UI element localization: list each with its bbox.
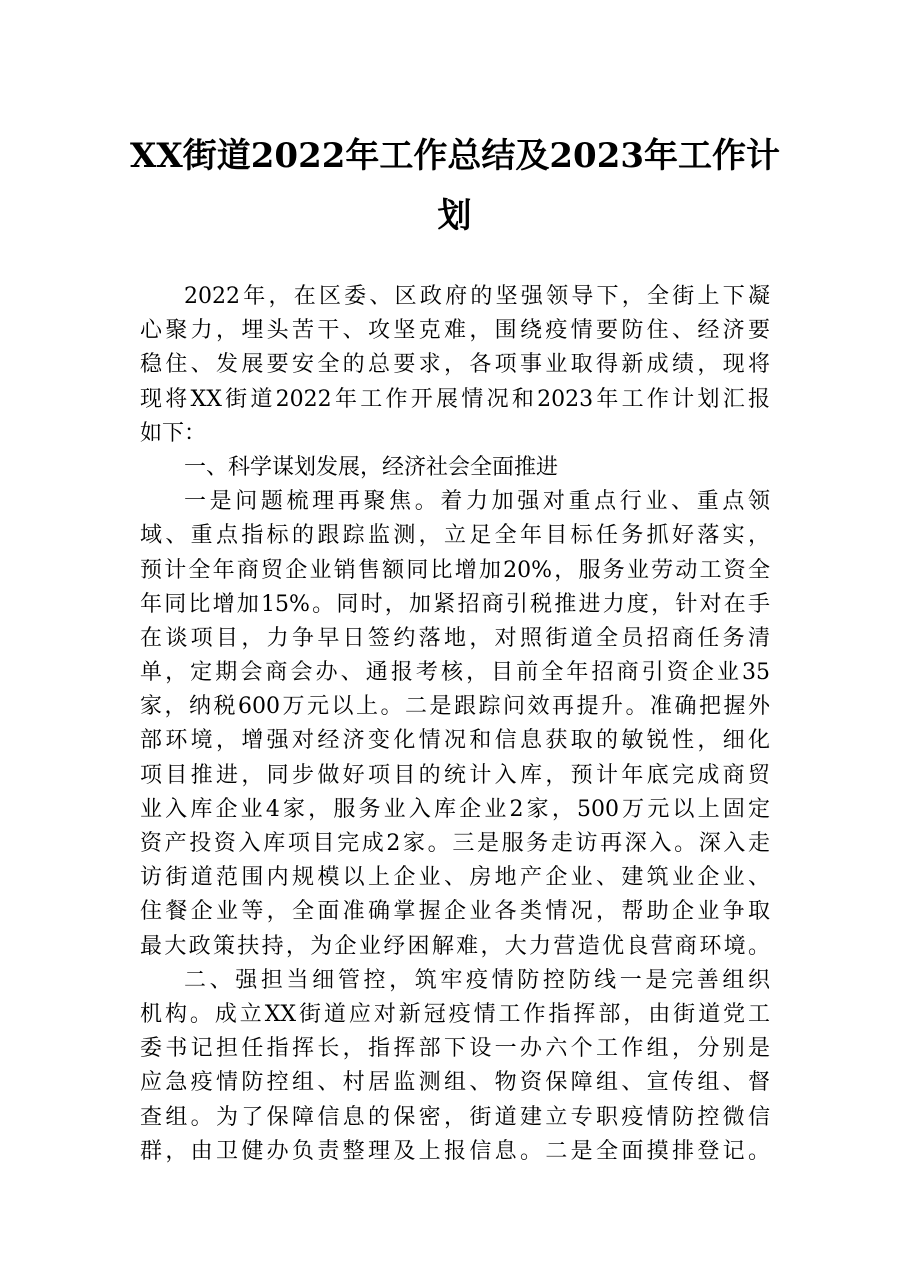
paragraph-line: 在谈项目，力争早日签约落地，对照街道全员招商任务清 <box>140 625 770 651</box>
paragraph-line: 现将XX街道2022年工作开展情况和2023年工作计划汇报 <box>140 386 770 412</box>
paragraph-line: 机构。成立XX街道应对新冠疫情工作指挥部，由街道党工 <box>140 1001 770 1027</box>
paragraph-line: 群，由卫健办负责整理及上报信息。二是全面摸排登记。 <box>140 1138 770 1164</box>
paragraph-line: 业入库企业4家，服务业入库企业2家，500万元以上固定 <box>140 796 770 822</box>
paragraph-line: 资产投资入库项目完成2家。三是服务走访再深入。深入走 <box>140 831 770 856</box>
paragraph-line: 2022年，在区委、区政府的坚强领导下，全街上下凝 <box>184 284 770 309</box>
paragraph-line: 预计全年商贸企业销售额同比增加20%，服务业劳动工资全 <box>140 557 770 583</box>
paragraph-line: 住餐企业等，全面准确掌握企业各类情况，帮助企业争取 <box>140 899 770 925</box>
paragraph-line: 查组。为了保障信息的保密，街道建立专职疫情防控微信 <box>140 1104 770 1130</box>
document-title-line-2: 划 <box>437 196 472 236</box>
paragraph-line: 年同比增加15%。同时，加紧招商引税推进力度，针对在手 <box>140 591 770 617</box>
paragraph-line: 如下： <box>140 420 207 446</box>
document-title-line-1: XX街道2022年工作总结及2023年工作计 <box>130 136 781 176</box>
paragraph-line: 项目推进，同步做好项目的统计入库，预计年底完成商贸 <box>140 762 770 788</box>
paragraph-line: 稳住、发展要安全的总要求，各项事业取得新成绩，现将 <box>140 352 770 378</box>
document-body <box>140 280 770 1169</box>
paragraph-line: 应急疫情防控组、村居监测组、物资保障组、宣传组、督 <box>140 1070 770 1096</box>
paragraph-line: 委书记担任指挥长，指挥部下设一办六个工作组，分别是 <box>140 1036 770 1062</box>
paragraph-line: 二、强担当细管控，筑牢疫情防控防线一是完善组织 <box>184 967 770 993</box>
paragraph-line: 单，定期会商会办、通报考核，目前全年招商引资企业35 <box>140 660 770 686</box>
paragraph-line: 家，纳税600万元以上。二是跟踪问效再提升。准确把握外 <box>140 694 770 720</box>
paragraph-line: 域、重点指标的跟踪监测，立足全年目标任务抓好落实， <box>140 523 770 549</box>
paragraph-line: 最大政策扶持，为企业纾困解难，大力营造优良营商环境。 <box>140 933 770 959</box>
paragraph-line: 访街道范围内规模以上企业、房地产企业、建筑业企业、 <box>140 865 770 891</box>
paragraph-line: 部环境，增强对经济变化情况和信息获取的敏锐性，细化 <box>140 728 770 754</box>
paragraph-line: 心聚力，埋头苦干、攻坚克难，围绕疫情要防住、经济要 <box>140 318 770 344</box>
paragraph-line: 一是问题梳理再聚焦。着力加强对重点行业、重点领 <box>184 489 770 515</box>
section-heading: 一、科学谋划发展，经济社会全面推进 <box>184 454 559 480</box>
